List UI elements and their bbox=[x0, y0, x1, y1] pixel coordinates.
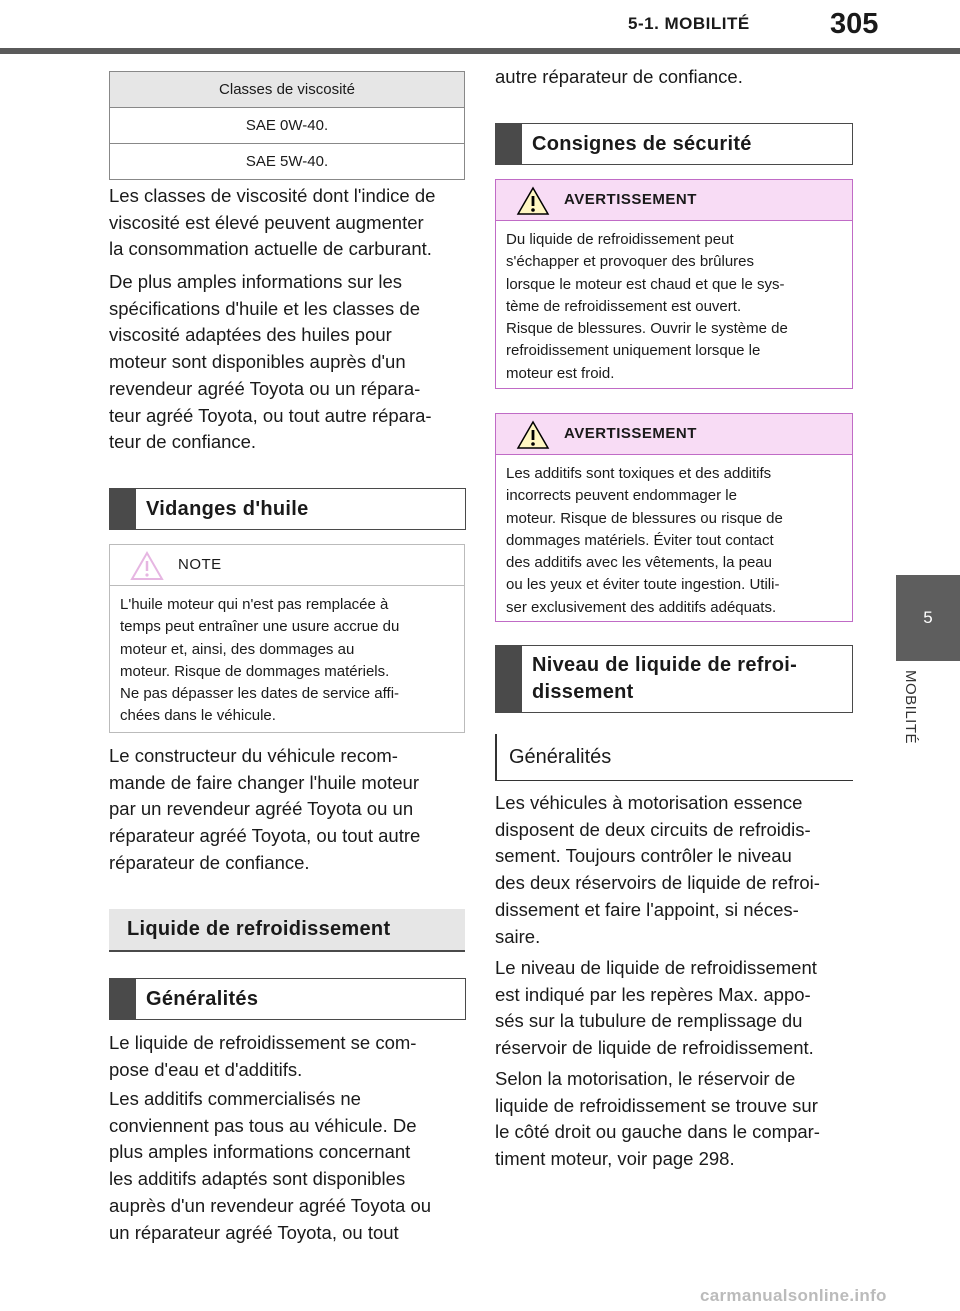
header-rule bbox=[0, 48, 960, 54]
paragraph: Les additifs commercialisés ne conviennent pas tous au véhicule. De plus amples informations concernant les additifs adaptés sont disponibles auprès d'un revendeur agréé Toyota ou un réparateur agréé Toyota, ou tout bbox=[109, 1088, 432, 1243]
section-heading-general: Généralités bbox=[109, 978, 466, 1020]
watermark: carmanualsonline.info bbox=[700, 1286, 887, 1305]
paragraph: Les véhicules à motorisation essence disposent de deux circuits de refroidis- sement. Toujours contrôler le niveau des deux réservoirs de liquide de refroi- dissement et faire l'appoint, si néces- saire. bbox=[495, 792, 820, 947]
chapter-number: 5 bbox=[923, 608, 933, 627]
paragraph: autre réparateur de confiance. bbox=[495, 66, 743, 87]
viscosity-table bbox=[109, 71, 465, 180]
warning-triangle-icon bbox=[516, 186, 550, 216]
warning-box bbox=[495, 179, 853, 389]
paragraph: Les classes de viscosité dont l'indice de viscosité est élevé peuvent augmenter la consommation actuelle de carburant. bbox=[109, 185, 436, 260]
note-label: NOTE bbox=[178, 556, 222, 573]
note-box bbox=[109, 544, 465, 733]
paragraph: Le niveau de liquide de refroidissement est indiqué par les repères Max. appo- sés sur la tubulure de remplissage du réservoir de liquide de refroidissement. bbox=[495, 957, 817, 1059]
chapter-tab[interactable] bbox=[896, 575, 960, 661]
warning-triangle-icon bbox=[516, 420, 550, 450]
note-text: L'huile moteur qui n'est pas remplacée à temps peut entraîner une usure accrue du moteur et, ainsi, des dommages au moteur. Risque de dommages matériels. Ne pas dépasser les dates de service affi- chées dans le véhicule. bbox=[120, 596, 400, 725]
section-heading-oil-change: Vidanges d'huile bbox=[109, 488, 466, 530]
warning-box bbox=[495, 413, 853, 622]
paragraph: Le constructeur du véhicule recom- mande de faire changer l'huile moteur par un revendeur agréé Toyota ou un réparateur agréé Toyota, ou tout autre réparateur de confiance. bbox=[109, 745, 421, 873]
paragraph: Selon la motorisation, le réservoir de liquide de refroidissement se trouve sur le côté droit ou gauche dans le compar- timent moteur, voir page 298. bbox=[495, 1068, 820, 1170]
table-cell: SAE 5W-40. bbox=[110, 144, 465, 180]
caution-triangle-icon bbox=[130, 551, 164, 581]
section-heading-coolant-level: Niveau de liquide de refroi- dissement bbox=[495, 645, 853, 713]
warning-label: AVERTISSEMENT bbox=[564, 425, 697, 442]
page-number: 305 bbox=[830, 8, 879, 40]
table-header: Classes de viscosité bbox=[110, 72, 465, 108]
chapter-label: MOBILITÉ bbox=[902, 670, 919, 745]
table-cell: SAE 0W-40. bbox=[110, 108, 465, 144]
paragraph: Le liquide de refroidissement se com- pose d'eau et d'additifs. bbox=[109, 1032, 417, 1080]
chapter-heading-coolant: Liquide de refroidissement bbox=[109, 909, 465, 952]
paragraph: De plus amples informations sur les spécifications d'huile et les classes de viscosité adaptées des huiles pour moteur sont disponibles auprès d'un revendeur agréé Toyota ou un répara- teur agréé Toyota, ou tout autre répara- teur de confiance. bbox=[109, 271, 432, 453]
warning-label: AVERTISSEMENT bbox=[564, 191, 697, 208]
section-heading-safety: Consignes de sécurité bbox=[495, 123, 853, 165]
running-head: 5-1. MOBILITÉ bbox=[628, 14, 750, 33]
warning-text: Du liquide de refroidissement peut s'échapper et provoquer des brûlures lorsque le moteur est chaud et que le sys- tème de refroidissement est ouvert. Risque de blessures. Ouvrir le système de refroidissement uniquement lorsque le moteur est froid. bbox=[506, 231, 788, 382]
warning-text: Les additifs sont toxiques et des additifs incorrects peuvent endommager le moteur. Risque de blessures ou risque de dommages matériels. Éviter tout contact des additifs avec les vêtements, la peau ou les yeux et éviter toute ingestion. Utili- ser exclusivement des additifs adéquats. bbox=[506, 465, 783, 616]
sub-heading-general: Généralités bbox=[495, 734, 853, 781]
